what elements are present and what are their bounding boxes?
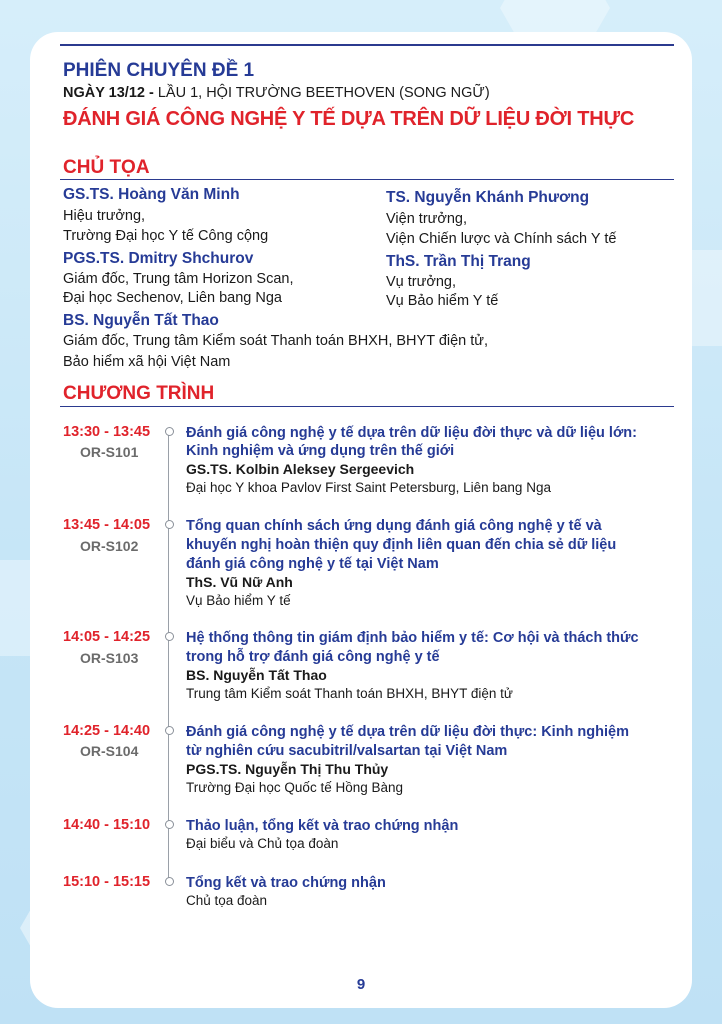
session-title: PHIÊN CHUYÊN ĐỀ 1	[63, 60, 255, 81]
timeline-dot	[165, 820, 174, 829]
program-speaker-org: Trường Đại học Quốc tế Hồng Bàng	[186, 780, 404, 795]
timeline-dot	[165, 726, 174, 735]
chair-org: Viện Chiến lược và Chính sách Y tế	[386, 231, 617, 247]
program-time: 13:45 - 14:05	[63, 517, 151, 533]
program-title: Tổng quan chính sách ứng dụng đánh giá công nghệ y tế và	[186, 518, 602, 534]
timeline-dot	[165, 427, 174, 436]
program-speaker-org: Đại biểu và Chủ tọa đoàn	[186, 836, 339, 851]
program-title: Hệ thống thông tin giám định bảo hiểm y tế: Cơ hội và thách thức	[186, 630, 639, 646]
chair-org: Đại học Sechenov, Liên bang Nga	[63, 290, 282, 306]
session-date-location: NGÀY 13/12 - LẦU 1, HỘI TRƯỜNG BEETHOVEN (SONG NGỮ)	[63, 85, 490, 101]
program-title: Thảo luận, tổng kết và trao chứng nhận	[186, 818, 459, 834]
program-time: 15:10 - 15:15	[63, 874, 151, 890]
chair-role: Giám đốc, Trung tâm Horizon Scan,	[63, 271, 294, 287]
program-time: 14:05 - 14:25	[63, 629, 151, 645]
chair-name: ThS. Trần Thị Trang	[386, 253, 531, 270]
timeline-line	[168, 433, 169, 885]
timeline-dot	[165, 877, 174, 886]
program-title: Đánh giá công nghệ y tế dựa trên dữ liệu đời thực: Kinh nghiệm	[186, 724, 629, 740]
program-code: OR-S102	[80, 538, 139, 554]
chair-name: PGS.TS. Dmitry Shchurov	[63, 250, 254, 267]
program-title: trong hỗ trợ đánh giá công nghệ y tế	[186, 649, 440, 665]
program-title: khuyến nghị hoàn thiện quy định liên quan đến chia sẻ dữ liệu	[186, 537, 617, 553]
chair-role: Giám đốc, Trung tâm Kiểm soát Thanh toán BHXH, BHYT điện tử,	[63, 333, 489, 349]
page-number: 9	[356, 976, 366, 993]
program-speaker: BS. Nguyễn Tất Thao	[186, 667, 327, 683]
microscope-icon	[58, 905, 108, 965]
top-divider	[60, 44, 674, 46]
program-code: OR-S103	[80, 650, 139, 666]
program-code: OR-S101	[80, 444, 139, 460]
session-topic: ĐÁNH GIÁ CÔNG NGHỆ Y TẾ DỰA TRÊN DỮ LIỆU ĐỜI THỰC	[63, 108, 635, 130]
program-divider	[60, 406, 674, 407]
program-title: từ nghiên cứu sacubitril/valsartan tại Việt Nam	[186, 743, 508, 759]
program-title: Kinh nghiệm và ứng dụng trên thế giới	[186, 443, 455, 459]
chair-role: Viện trưởng,	[386, 211, 468, 227]
program-heading: CHƯƠNG TRÌNH	[63, 383, 215, 404]
chairs-heading: CHỦ TỌA	[63, 157, 150, 178]
chair-org: Vụ Bảo hiểm Y tế	[386, 293, 499, 309]
program-speaker-org: Trung tâm Kiểm soát Thanh toán BHXH, BHYT điện tử	[186, 686, 513, 701]
chairs-divider	[60, 179, 674, 180]
program-time: 14:25 - 14:40	[63, 723, 151, 739]
timeline-dot	[165, 520, 174, 529]
program-code: OR-S104	[80, 743, 139, 759]
program-title: Tổng kết và trao chứng nhận	[186, 875, 386, 891]
chair-name: TS. Nguyễn Khánh Phương	[386, 189, 590, 206]
program-speaker-org: Chủ tọa đoàn	[186, 893, 268, 908]
program-speaker-org: Vụ Bảo hiểm Y tế	[186, 593, 291, 608]
timeline-dot	[165, 632, 174, 641]
chair-role: Vụ trưởng,	[386, 274, 456, 290]
chair-org: Trường Đại học Y tế Công cộng	[63, 228, 269, 244]
program-speaker: PGS.TS. Nguyễn Thị Thu Thủy	[186, 761, 389, 777]
program-time: 13:30 - 13:45	[63, 424, 151, 440]
chair-name: GS.TS. Hoàng Văn Minh	[63, 186, 240, 203]
program-title: đánh giá công nghệ y tế tại Việt Nam	[186, 556, 439, 572]
chair-name: BS. Nguyễn Tất Thao	[63, 312, 219, 329]
chair-role: Hiệu trưởng,	[63, 208, 146, 224]
program-speaker: GS.TS. Kolbin Aleksey Sergeevich	[186, 461, 415, 477]
chair-org: Bảo hiểm xã hội Việt Nam	[63, 354, 231, 370]
program-time: 14:40 - 15:10	[63, 817, 151, 833]
program-speaker: ThS. Vũ Nữ Anh	[186, 574, 293, 590]
program-title: Đánh giá công nghệ y tế dựa trên dữ liệu đời thực và dữ liệu lớn:	[186, 425, 637, 441]
program-speaker-org: Đại học Y khoa Pavlov First Saint Petersburg, Liên bang Nga	[186, 480, 551, 495]
